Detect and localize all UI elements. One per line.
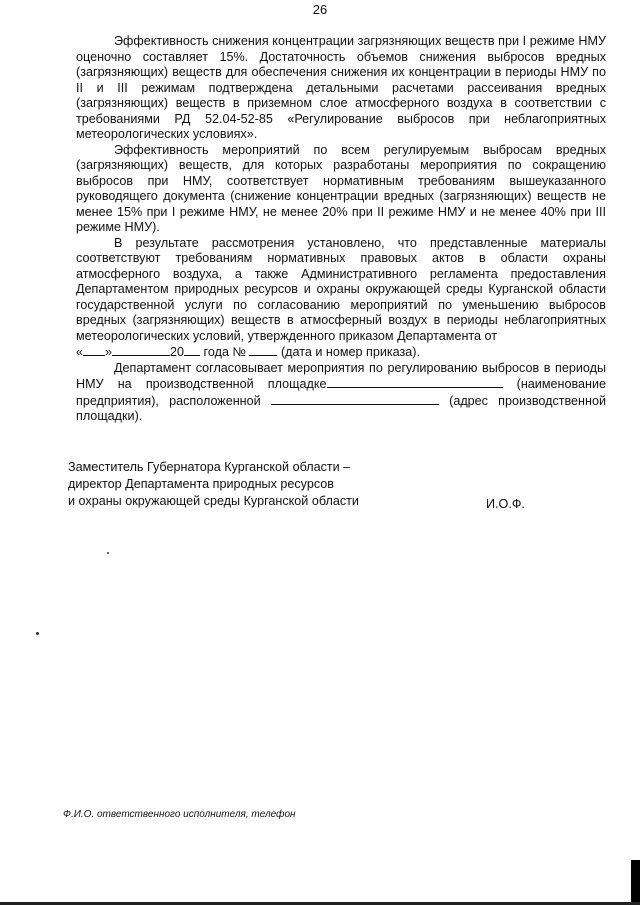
signature-line-2: директор Департамента природных ресурсов (68, 477, 334, 491)
signature-line-3: и охраны окружающей среды Курганской области (68, 494, 359, 508)
scan-edge-bar (631, 860, 640, 905)
approval-middle: (наименование предприятия), расположенной (76, 377, 607, 408)
executor-note: Ф.И.О. ответственного исполнителя, телефон (63, 809, 296, 820)
approval-start: Департамент согласовывает мероприятия по регулированию выбросов в периоды НМУ на производственной площадке (76, 360, 606, 391)
month-blank (112, 344, 170, 356)
quote-close: » (105, 345, 113, 359)
year-prefix: 20 (170, 345, 185, 359)
signature-line-1: Заместитель Губернатора Курганской области – (68, 460, 351, 474)
order-date-line (76, 344, 606, 361)
approval-end: (адрес производственной площадки). (76, 393, 607, 423)
signature-block (68, 459, 359, 510)
order-note: (дата и номер приказа). (280, 345, 420, 359)
year-blank (184, 344, 200, 356)
review-result-text: В результате рассмотрения установлено, что представленные материалы соответствуют требованиям нормативных правовых актов в области охраны атмосферного воздуха, а также Административного регламента предоставления Департаментом природных ресурсов и охраны окружающей среды Курганской области государственной услуги по согласованию мероприятий по уменьшению выбросов вредных (загрязняющих) веществ в атмосферный воздух в периоды неблагоприятных метеорологических условий, утвержденного приказом Департамента от (76, 235, 606, 343)
signatory-initials: И.О.Ф. (486, 497, 525, 511)
scan-speck (36, 632, 39, 635)
scan-speck (107, 552, 109, 554)
page-number: 26 (312, 2, 328, 17)
year-suffix: года № (203, 345, 246, 359)
site-blank (327, 376, 503, 388)
day-blank (83, 344, 105, 356)
address-blank (271, 393, 439, 405)
paragraph-efficiency-estimate: Эффективность снижения концентрации загрязняющих веществ при I режиме НМУ оценочно составляет 15%. Достаточность объемов снижения выбросов вредных (загрязняющих) веществ для обеспечения снижения их концентрации в периоды НМУ по II и III режимам подтверждена детальными расчетами рассеивания вредных (загрязняющих) веществ в приземном слое атмосферного воздуха в соответствии с требованиями РД 52.04-52-85 «Регулирование выбросов при неблагоприятных метеорологических условиях». (76, 34, 606, 141)
paragraph-approval (76, 361, 606, 425)
paragraph-measures-efficiency: Эффективность мероприятий по всем регулируемым выбросам вредных (загрязняющих) веществ, для которых разработаны мероприятия по сокращению выбросов при НМУ, соответствует нормативным требованиям вышеуказанного руководящего документа (снижение концентрации вредных (загрязняющих) веществ не менее 15% при I режиме НМУ, не менее 20% при II режиме НМУ и не менее 40% при III режиме НМУ). (76, 142, 606, 234)
paragraph-review-result (76, 236, 606, 345)
quote-open: « (76, 345, 84, 359)
order-number-blank (249, 344, 277, 356)
document-body (76, 34, 606, 425)
